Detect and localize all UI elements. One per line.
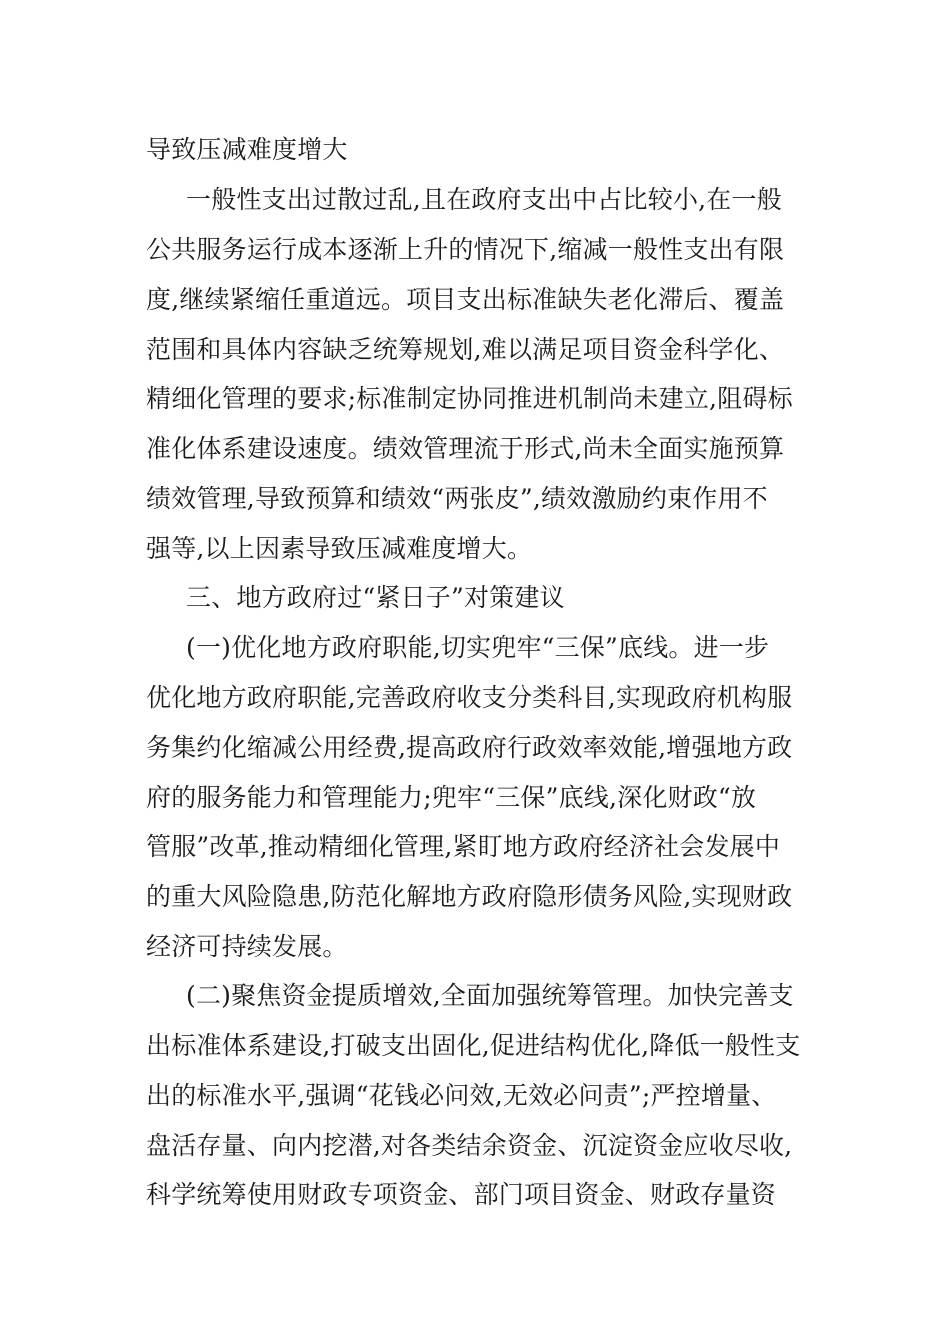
text-line: 强等,以上因素导致压减难度增大。 — [146, 534, 533, 563]
text-line: 科学统筹使用财政专项资金、部门项目资金、财政存量资 — [146, 1180, 777, 1209]
text-line: 范围和具体内容缺乏统筹规划,难以满足项目资金科学化、 — [146, 335, 785, 364]
text-line: 经济可持续发展。 — [146, 932, 348, 961]
text-line: 公共服务运行成本逐渐上升的情况下,缩减一般性支出有限 — [146, 235, 785, 264]
paragraph-start-line: 一般性支出过散过乱,且在政府支出中占比较小,在一般 — [186, 185, 782, 214]
text-line: 出标准体系建设,打破支出固化,促进结构优化,降低一般性支 — [146, 1031, 801, 1060]
section-heading: 三、地方政府过“紧日子”对策建议 — [186, 583, 565, 612]
text-line: 绩效管理,导致预算和绩效“两张皮”,绩效激励约束作用不 — [146, 484, 768, 513]
paragraph-start-line: (一)优化地方政府职能,切实兜牢“三保”底线。进一步 — [186, 633, 770, 662]
text-line: 管服”改革,推动精细化管理,紧盯地方政府经济社会发展中 — [146, 832, 781, 861]
text-line: 准化体系建设速度。绩效管理流于形式,尚未全面实施预算 — [146, 434, 785, 463]
text-line: 的重大风险隐患,防范化解地方政府隐形债务风险,实现财政 — [146, 882, 793, 911]
text-line: 出的标准水平,强调“花钱必问效,无效必问责”;严控增量、 — [146, 1081, 777, 1110]
text-line: 优化地方政府职能,完善政府收支分类科目,实现政府机构服 — [146, 683, 793, 712]
text-line: 府的服务能力和管理能力;兜牢“三保”底线,深化财政“放 — [146, 783, 757, 812]
text-line: 务集约化缩减公用经费,提高政府行政效率效能,增强地方政 — [146, 733, 793, 762]
text-line: 度,继续紧缩任重道远。项目支出标准缺失老化滞后、覆盖 — [146, 285, 785, 314]
text-line: 导致压减难度增大 — [146, 135, 348, 164]
text-line: 精细化管理的要求;标准制定协同推进机制尚未建立,阻碍标 — [146, 384, 793, 413]
paragraph-start-line: (二)聚焦资金提质增效,全面加强统筹管理。加快完善支 — [186, 981, 794, 1010]
text-line: 盘活存量、向内挖潜,对各类结余资金、沉淀资金应收尽收, — [146, 1131, 793, 1160]
